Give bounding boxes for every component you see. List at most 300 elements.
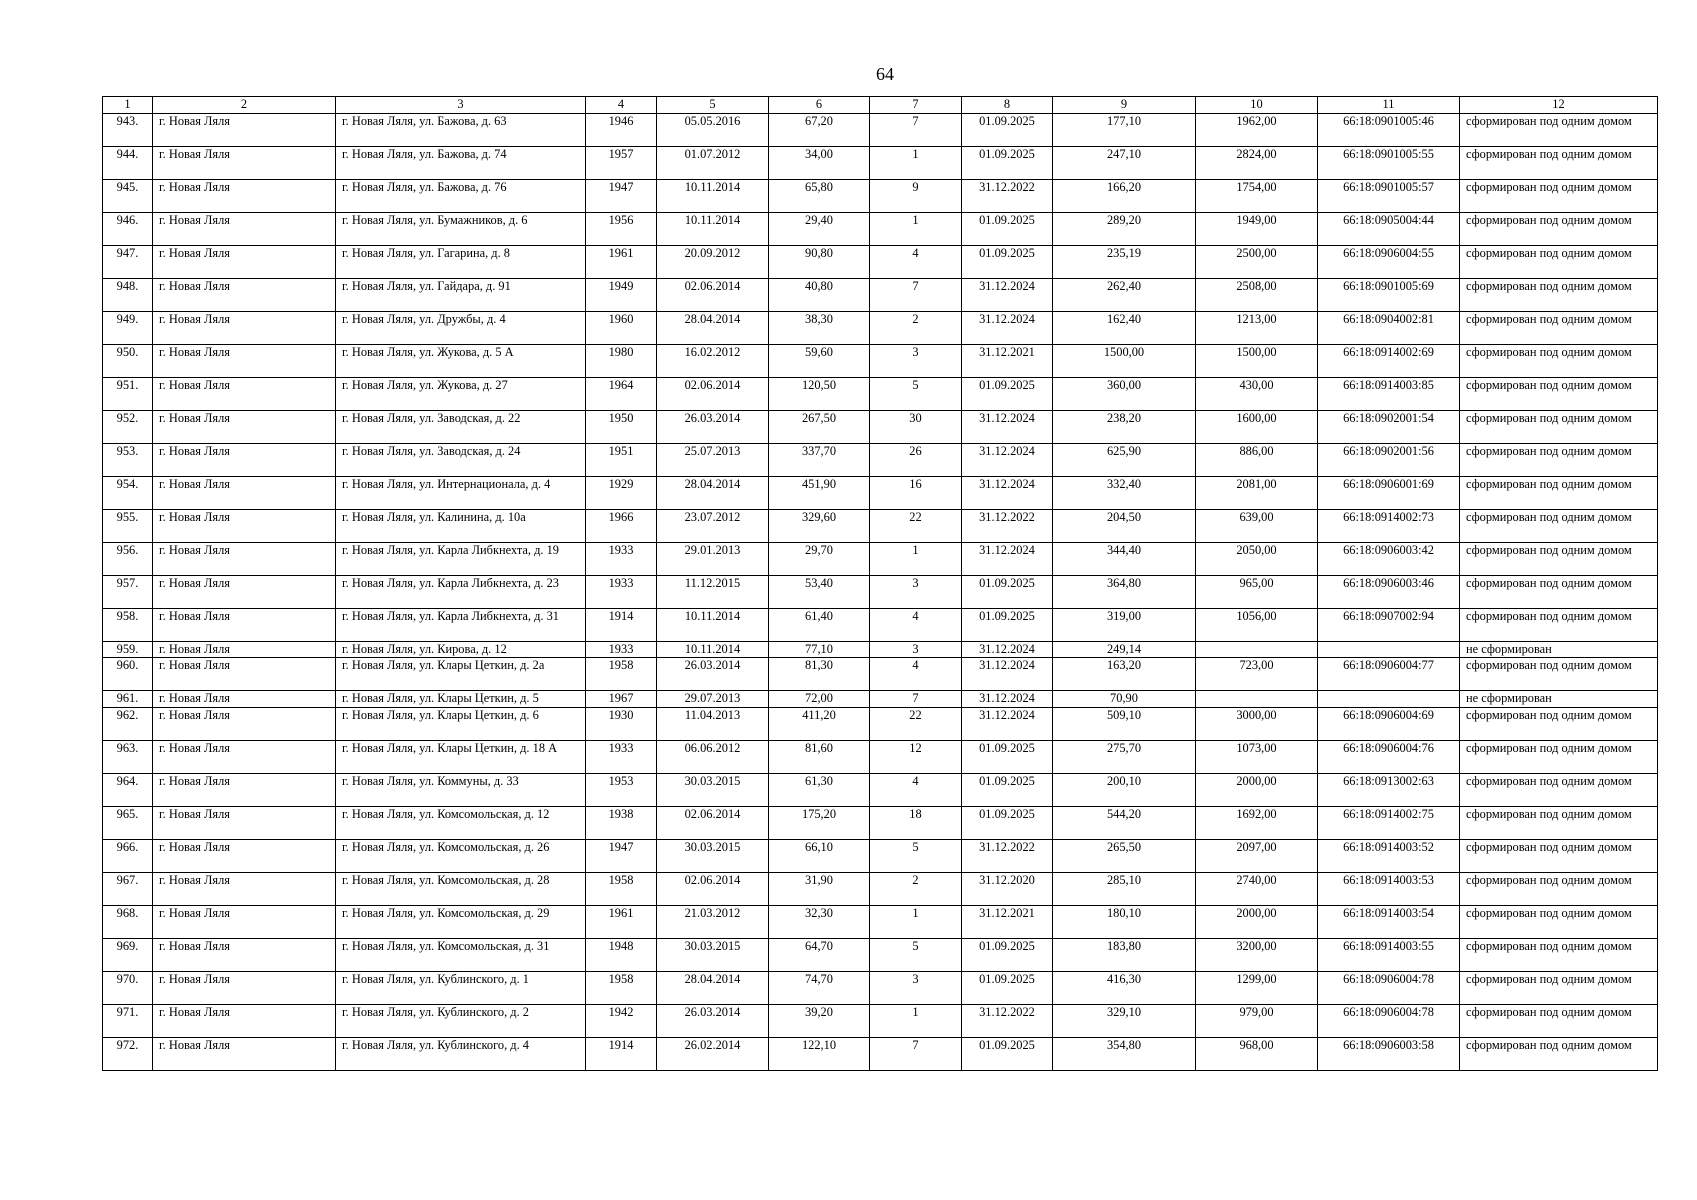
residents-cell: 4 <box>870 658 962 691</box>
row-number-cell: 946. <box>103 212 153 245</box>
residents-cell: 1 <box>870 542 962 575</box>
settlement-cell: г. Новая Ляля <box>153 1037 336 1070</box>
land-status-cell: сформирован под одним домом <box>1460 707 1658 740</box>
year-built-cell: 1957 <box>586 146 657 179</box>
land-status-cell: сформирован под одним домом <box>1460 476 1658 509</box>
settlement-cell: г. Новая Ляля <box>153 740 336 773</box>
land-status-cell: сформирован под одним домом <box>1460 608 1658 641</box>
residents-cell: 4 <box>870 773 962 806</box>
land-status-cell: сформирован под одним домом <box>1460 113 1658 146</box>
cadastral-area-cell: 886,00 <box>1196 443 1318 476</box>
table-row <box>103 410 1658 443</box>
cadastral-area-cell <box>1196 641 1318 658</box>
settlement-cell: г. Новая Ляля <box>153 542 336 575</box>
survey-date-cell: 29.07.2013 <box>657 691 769 708</box>
land-area-cell: 166,20 <box>1053 179 1196 212</box>
survey-date-cell: 16.02.2012 <box>657 344 769 377</box>
cadastral-area-cell: 1073,00 <box>1196 740 1318 773</box>
residents-cell: 4 <box>870 608 962 641</box>
cadastral-area-cell: 430,00 <box>1196 377 1318 410</box>
land-area-cell: 265,50 <box>1053 839 1196 872</box>
residents-cell: 3 <box>870 575 962 608</box>
address-cell: г. Новая Ляля, ул. Кублинского, д. 2 <box>336 1004 586 1037</box>
cadastral-number-cell: 66:18:0914003:54 <box>1318 905 1460 938</box>
land-area-cell: 360,00 <box>1053 377 1196 410</box>
area-cell: 81,60 <box>769 740 870 773</box>
row-number-cell: 969. <box>103 938 153 971</box>
column-header: 4 <box>586 97 657 114</box>
settlement-cell: г. Новая Ляля <box>153 476 336 509</box>
table-body <box>103 113 1658 1070</box>
relocation-date-cell: 01.09.2025 <box>962 806 1053 839</box>
table-row <box>103 146 1658 179</box>
year-built-cell: 1947 <box>586 179 657 212</box>
address-cell: г. Новая Ляля, ул. Клары Цеткин, д. 6 <box>336 707 586 740</box>
cadastral-area-cell: 1600,00 <box>1196 410 1318 443</box>
row-number-cell: 967. <box>103 872 153 905</box>
area-cell: 74,70 <box>769 971 870 1004</box>
residents-cell: 3 <box>870 344 962 377</box>
survey-date-cell: 05.05.2016 <box>657 113 769 146</box>
year-built-cell: 1961 <box>586 905 657 938</box>
area-cell: 451,90 <box>769 476 870 509</box>
address-cell: г. Новая Ляля, ул. Комсомольская, д. 29 <box>336 905 586 938</box>
relocation-date-cell: 31.12.2024 <box>962 410 1053 443</box>
relocation-date-cell: 01.09.2025 <box>962 575 1053 608</box>
settlement-cell: г. Новая Ляля <box>153 278 336 311</box>
residents-cell: 7 <box>870 113 962 146</box>
land-status-cell: сформирован под одним домом <box>1460 971 1658 1004</box>
survey-date-cell: 02.06.2014 <box>657 806 769 839</box>
address-cell: г. Новая Ляля, ул. Клары Цеткин, д. 2а <box>336 658 586 691</box>
relocation-date-cell: 01.09.2025 <box>962 146 1053 179</box>
table-row <box>103 278 1658 311</box>
settlement-cell: г. Новая Ляля <box>153 113 336 146</box>
area-cell: 66,10 <box>769 839 870 872</box>
cadastral-number-cell: 66:18:0901005:69 <box>1318 278 1460 311</box>
residents-cell: 26 <box>870 443 962 476</box>
settlement-cell: г. Новая Ляля <box>153 146 336 179</box>
year-built-cell: 1933 <box>586 641 657 658</box>
row-number-cell: 960. <box>103 658 153 691</box>
address-cell: г. Новая Ляля, ул. Кирова, д. 12 <box>336 641 586 658</box>
address-cell: г. Новая Ляля, ул. Комсомольская, д. 28 <box>336 872 586 905</box>
area-cell: 29,70 <box>769 542 870 575</box>
residents-cell: 12 <box>870 740 962 773</box>
land-status-cell: сформирован под одним домом <box>1460 542 1658 575</box>
address-cell: г. Новая Ляля, ул. Карла Либкнехта, д. 19 <box>336 542 586 575</box>
row-number-cell: 964. <box>103 773 153 806</box>
area-cell: 64,70 <box>769 938 870 971</box>
row-number-cell: 972. <box>103 1037 153 1070</box>
settlement-cell: г. Новая Ляля <box>153 1004 336 1037</box>
address-cell: г. Новая Ляля, ул. Бажова, д. 76 <box>336 179 586 212</box>
table-row <box>103 691 1658 708</box>
area-cell: 29,40 <box>769 212 870 245</box>
cadastral-area-cell: 1299,00 <box>1196 971 1318 1004</box>
row-number-cell: 951. <box>103 377 153 410</box>
survey-date-cell: 10.11.2014 <box>657 179 769 212</box>
cadastral-area-cell: 3000,00 <box>1196 707 1318 740</box>
cadastral-number-cell: 66:18:0914003:85 <box>1318 377 1460 410</box>
table-row <box>103 113 1658 146</box>
land-status-cell: сформирован под одним домом <box>1460 575 1658 608</box>
land-area-cell: 625,90 <box>1053 443 1196 476</box>
cadastral-area-cell: 723,00 <box>1196 658 1318 691</box>
cadastral-number-cell: 66:18:0914002:69 <box>1318 344 1460 377</box>
residents-cell: 22 <box>870 707 962 740</box>
row-number-cell: 949. <box>103 311 153 344</box>
relocation-date-cell: 01.09.2025 <box>962 608 1053 641</box>
relocation-date-cell: 01.09.2025 <box>962 1037 1053 1070</box>
settlement-cell: г. Новая Ляля <box>153 608 336 641</box>
land-area-cell: 289,20 <box>1053 212 1196 245</box>
settlement-cell: г. Новая Ляля <box>153 938 336 971</box>
land-status-cell: сформирован под одним домом <box>1460 344 1658 377</box>
cadastral-area-cell: 1500,00 <box>1196 344 1318 377</box>
survey-date-cell: 26.03.2014 <box>657 1004 769 1037</box>
land-area-cell: 162,40 <box>1053 311 1196 344</box>
survey-date-cell: 06.06.2012 <box>657 740 769 773</box>
area-cell: 39,20 <box>769 1004 870 1037</box>
table-row <box>103 1004 1658 1037</box>
land-status-cell: сформирован под одним домом <box>1460 1037 1658 1070</box>
land-status-cell: сформирован под одним домом <box>1460 443 1658 476</box>
land-status-cell: сформирован под одним домом <box>1460 212 1658 245</box>
land-area-cell: 204,50 <box>1053 509 1196 542</box>
address-cell: г. Новая Ляля, ул. Заводская, д. 24 <box>336 443 586 476</box>
row-number-cell: 944. <box>103 146 153 179</box>
table-row <box>103 476 1658 509</box>
settlement-cell: г. Новая Ляля <box>153 443 336 476</box>
relocation-date-cell: 31.12.2022 <box>962 1004 1053 1037</box>
relocation-date-cell: 31.12.2024 <box>962 443 1053 476</box>
residents-cell: 2 <box>870 311 962 344</box>
cadastral-area-cell: 1962,00 <box>1196 113 1318 146</box>
table-row <box>103 773 1658 806</box>
cadastral-area-cell <box>1196 691 1318 708</box>
row-number-cell: 963. <box>103 740 153 773</box>
land-area-cell: 183,80 <box>1053 938 1196 971</box>
cadastral-number-cell: 66:18:0906003:42 <box>1318 542 1460 575</box>
cadastral-number-cell: 66:18:0906004:77 <box>1318 658 1460 691</box>
row-number-cell: 961. <box>103 691 153 708</box>
address-cell: г. Новая Ляля, ул. Жукова, д. 5 А <box>336 344 586 377</box>
year-built-cell: 1958 <box>586 872 657 905</box>
land-area-cell: 262,40 <box>1053 278 1196 311</box>
relocation-date-cell: 31.12.2024 <box>962 658 1053 691</box>
cadastral-number-cell <box>1318 641 1460 658</box>
relocation-date-cell: 01.09.2025 <box>962 938 1053 971</box>
address-cell: г. Новая Ляля, ул. Дружбы, д. 4 <box>336 311 586 344</box>
cadastral-number-cell: 66:18:0914003:53 <box>1318 872 1460 905</box>
land-area-cell: 249,14 <box>1053 641 1196 658</box>
year-built-cell: 1914 <box>586 1037 657 1070</box>
residents-cell: 3 <box>870 971 962 1004</box>
land-area-cell: 200,10 <box>1053 773 1196 806</box>
table-row <box>103 608 1658 641</box>
cadastral-number-cell: 66:18:0906004:78 <box>1318 971 1460 1004</box>
table-row <box>103 806 1658 839</box>
year-built-cell: 1966 <box>586 509 657 542</box>
cadastral-number-cell: 66:18:0914002:73 <box>1318 509 1460 542</box>
survey-date-cell: 28.04.2014 <box>657 476 769 509</box>
settlement-cell: г. Новая Ляля <box>153 344 336 377</box>
cadastral-number-cell: 66:18:0906003:46 <box>1318 575 1460 608</box>
cadastral-number-cell: 66:18:0902001:56 <box>1318 443 1460 476</box>
land-status-cell: сформирован под одним домом <box>1460 509 1658 542</box>
survey-date-cell: 21.03.2012 <box>657 905 769 938</box>
year-built-cell: 1938 <box>586 806 657 839</box>
settlement-cell: г. Новая Ляля <box>153 707 336 740</box>
settlement-cell: г. Новая Ляля <box>153 575 336 608</box>
row-number-cell: 959. <box>103 641 153 658</box>
area-cell: 61,40 <box>769 608 870 641</box>
relocation-date-cell: 31.12.2020 <box>962 872 1053 905</box>
cadastral-number-cell: 66:18:0907002:94 <box>1318 608 1460 641</box>
row-number-cell: 966. <box>103 839 153 872</box>
row-number-cell: 954. <box>103 476 153 509</box>
area-cell: 38,30 <box>769 311 870 344</box>
cadastral-number-cell: 66:18:0901005:57 <box>1318 179 1460 212</box>
survey-date-cell: 02.06.2014 <box>657 278 769 311</box>
row-number-cell: 971. <box>103 1004 153 1037</box>
cadastral-area-cell: 2000,00 <box>1196 773 1318 806</box>
residents-cell: 5 <box>870 377 962 410</box>
residents-cell: 16 <box>870 476 962 509</box>
table-row <box>103 1037 1658 1070</box>
table-row <box>103 542 1658 575</box>
residents-cell: 1 <box>870 1004 962 1037</box>
area-cell: 65,80 <box>769 179 870 212</box>
relocation-date-cell: 31.12.2024 <box>962 641 1053 658</box>
cadastral-number-cell: 66:18:0906001:69 <box>1318 476 1460 509</box>
cadastral-area-cell: 2824,00 <box>1196 146 1318 179</box>
area-cell: 120,50 <box>769 377 870 410</box>
land-status-cell: сформирован под одним домом <box>1460 245 1658 278</box>
cadastral-number-cell: 66:18:0906003:58 <box>1318 1037 1460 1070</box>
land-area-cell: 354,80 <box>1053 1037 1196 1070</box>
area-cell: 40,80 <box>769 278 870 311</box>
address-cell: г. Новая Ляля, ул. Комсомольская, д. 26 <box>336 839 586 872</box>
land-area-cell: 329,10 <box>1053 1004 1196 1037</box>
address-cell: г. Новая Ляля, ул. Клары Цеткин, д. 5 <box>336 691 586 708</box>
area-cell: 267,50 <box>769 410 870 443</box>
land-area-cell: 319,00 <box>1053 608 1196 641</box>
address-cell: г. Новая Ляля, ул. Коммуны, д. 33 <box>336 773 586 806</box>
settlement-cell: г. Новая Ляля <box>153 905 336 938</box>
settlement-cell: г. Новая Ляля <box>153 245 336 278</box>
address-cell: г. Новая Ляля, ул. Жукова, д. 27 <box>336 377 586 410</box>
cadastral-number-cell: 66:18:0906004:69 <box>1318 707 1460 740</box>
area-cell: 337,70 <box>769 443 870 476</box>
land-status-cell: сформирован под одним домом <box>1460 377 1658 410</box>
area-cell: 32,30 <box>769 905 870 938</box>
area-cell: 77,10 <box>769 641 870 658</box>
cadastral-area-cell: 2000,00 <box>1196 905 1318 938</box>
cadastral-area-cell: 2081,00 <box>1196 476 1318 509</box>
settlement-cell: г. Новая Ляля <box>153 311 336 344</box>
address-cell: г. Новая Ляля, ул. Интернационала, д. 4 <box>336 476 586 509</box>
year-built-cell: 1950 <box>586 410 657 443</box>
cadastral-area-cell: 2500,00 <box>1196 245 1318 278</box>
area-cell: 122,10 <box>769 1037 870 1070</box>
year-built-cell: 1953 <box>586 773 657 806</box>
land-area-cell: 275,70 <box>1053 740 1196 773</box>
row-number-cell: 943. <box>103 113 153 146</box>
table-row <box>103 740 1658 773</box>
area-cell: 72,00 <box>769 691 870 708</box>
cadastral-number-cell: 66:18:0914002:75 <box>1318 806 1460 839</box>
cadastral-number-cell: 66:18:0902001:54 <box>1318 410 1460 443</box>
table-row <box>103 707 1658 740</box>
cadastral-area-cell: 639,00 <box>1196 509 1318 542</box>
year-built-cell: 1933 <box>586 740 657 773</box>
area-cell: 53,40 <box>769 575 870 608</box>
survey-date-cell: 30.03.2015 <box>657 773 769 806</box>
residents-cell: 1 <box>870 212 962 245</box>
table-row <box>103 839 1658 872</box>
area-cell: 329,60 <box>769 509 870 542</box>
cadastral-area-cell: 2508,00 <box>1196 278 1318 311</box>
relocation-date-cell: 31.12.2024 <box>962 476 1053 509</box>
survey-date-cell: 10.11.2014 <box>657 641 769 658</box>
settlement-cell: г. Новая Ляля <box>153 839 336 872</box>
settlement-cell: г. Новая Ляля <box>153 971 336 1004</box>
survey-date-cell: 10.11.2014 <box>657 608 769 641</box>
survey-date-cell: 01.07.2012 <box>657 146 769 179</box>
year-built-cell: 1961 <box>586 245 657 278</box>
table-row <box>103 658 1658 691</box>
column-header: 1 <box>103 97 153 114</box>
land-status-cell: сформирован под одним домом <box>1460 806 1658 839</box>
year-built-cell: 1942 <box>586 1004 657 1037</box>
row-number-cell: 962. <box>103 707 153 740</box>
year-built-cell: 1946 <box>586 113 657 146</box>
land-area-cell: 364,80 <box>1053 575 1196 608</box>
column-header: 6 <box>769 97 870 114</box>
column-header: 12 <box>1460 97 1658 114</box>
land-area-cell: 177,10 <box>1053 113 1196 146</box>
land-area-cell: 247,10 <box>1053 146 1196 179</box>
table-row <box>103 344 1658 377</box>
cadastral-number-cell: 66:18:0906004:76 <box>1318 740 1460 773</box>
relocation-date-cell: 31.12.2024 <box>962 311 1053 344</box>
area-cell: 31,90 <box>769 872 870 905</box>
residents-cell: 5 <box>870 938 962 971</box>
land-area-cell: 70,90 <box>1053 691 1196 708</box>
relocation-date-cell: 31.12.2022 <box>962 179 1053 212</box>
year-built-cell: 1980 <box>586 344 657 377</box>
year-built-cell: 1933 <box>586 542 657 575</box>
row-number-cell: 968. <box>103 905 153 938</box>
year-built-cell: 1948 <box>586 938 657 971</box>
cadastral-number-cell: 66:18:0906004:55 <box>1318 245 1460 278</box>
relocation-date-cell: 01.09.2025 <box>962 212 1053 245</box>
table-header-row <box>103 97 1658 114</box>
residents-cell: 2 <box>870 872 962 905</box>
relocation-date-cell: 01.09.2025 <box>962 740 1053 773</box>
column-header: 11 <box>1318 97 1460 114</box>
area-cell: 61,30 <box>769 773 870 806</box>
cadastral-number-cell: 66:18:0901005:46 <box>1318 113 1460 146</box>
address-cell: г. Новая Ляля, ул. Кублинского, д. 1 <box>336 971 586 1004</box>
year-built-cell: 1914 <box>586 608 657 641</box>
address-cell: г. Новая Ляля, ул. Бажова, д. 74 <box>336 146 586 179</box>
cadastral-area-cell: 979,00 <box>1196 1004 1318 1037</box>
address-cell: г. Новая Ляля, ул. Комсомольская, д. 12 <box>336 806 586 839</box>
table-row <box>103 311 1658 344</box>
settlement-cell: г. Новая Ляля <box>153 179 336 212</box>
land-area-cell: 344,40 <box>1053 542 1196 575</box>
relocation-date-cell: 01.09.2025 <box>962 245 1053 278</box>
relocation-date-cell: 01.09.2025 <box>962 971 1053 1004</box>
land-status-cell: сформирован под одним домом <box>1460 872 1658 905</box>
land-area-cell: 544,20 <box>1053 806 1196 839</box>
cadastral-number-cell: 66:18:0901005:55 <box>1318 146 1460 179</box>
address-cell: г. Новая Ляля, ул. Бажова, д. 63 <box>336 113 586 146</box>
residents-cell: 7 <box>870 691 962 708</box>
row-number-cell: 970. <box>103 971 153 1004</box>
relocation-date-cell: 01.09.2025 <box>962 113 1053 146</box>
row-number-cell: 945. <box>103 179 153 212</box>
year-built-cell: 1964 <box>586 377 657 410</box>
year-built-cell: 1949 <box>586 278 657 311</box>
cadastral-number-cell: 66:18:0914003:52 <box>1318 839 1460 872</box>
land-status-cell: сформирован под одним домом <box>1460 658 1658 691</box>
column-header: 8 <box>962 97 1053 114</box>
cadastral-number-cell: 66:18:0905004:44 <box>1318 212 1460 245</box>
survey-date-cell: 11.04.2013 <box>657 707 769 740</box>
table-row <box>103 179 1658 212</box>
year-built-cell: 1967 <box>586 691 657 708</box>
year-built-cell: 1933 <box>586 575 657 608</box>
cadastral-area-cell: 1754,00 <box>1196 179 1318 212</box>
cadastral-number-cell: 66:18:0906004:78 <box>1318 1004 1460 1037</box>
residents-cell: 4 <box>870 245 962 278</box>
relocation-date-cell: 01.09.2025 <box>962 773 1053 806</box>
residents-cell: 9 <box>870 179 962 212</box>
relocation-date-cell: 31.12.2024 <box>962 691 1053 708</box>
row-number-cell: 956. <box>103 542 153 575</box>
cadastral-area-cell: 3200,00 <box>1196 938 1318 971</box>
address-cell: г. Новая Ляля, ул. Заводская, д. 22 <box>336 410 586 443</box>
survey-date-cell: 28.04.2014 <box>657 971 769 1004</box>
address-cell: г. Новая Ляля, ул. Карла Либкнехта, д. 31 <box>336 608 586 641</box>
residents-cell: 7 <box>870 278 962 311</box>
land-area-cell: 163,20 <box>1053 658 1196 691</box>
year-built-cell: 1947 <box>586 839 657 872</box>
area-cell: 34,00 <box>769 146 870 179</box>
land-area-cell: 238,20 <box>1053 410 1196 443</box>
area-cell: 59,60 <box>769 344 870 377</box>
land-area-cell: 235,19 <box>1053 245 1196 278</box>
address-cell: г. Новая Ляля, ул. Калинина, д. 10а <box>336 509 586 542</box>
year-built-cell: 1960 <box>586 311 657 344</box>
area-cell: 411,20 <box>769 707 870 740</box>
survey-date-cell: 26.02.2014 <box>657 1037 769 1070</box>
land-status-cell: не сформирован <box>1460 641 1658 658</box>
area-cell: 67,20 <box>769 113 870 146</box>
area-cell: 81,30 <box>769 658 870 691</box>
row-number-cell: 965. <box>103 806 153 839</box>
survey-date-cell: 23.07.2012 <box>657 509 769 542</box>
settlement-cell: г. Новая Ляля <box>153 641 336 658</box>
settlement-cell: г. Новая Ляля <box>153 806 336 839</box>
land-area-cell: 416,30 <box>1053 971 1196 1004</box>
residents-cell: 18 <box>870 806 962 839</box>
row-number-cell: 952. <box>103 410 153 443</box>
